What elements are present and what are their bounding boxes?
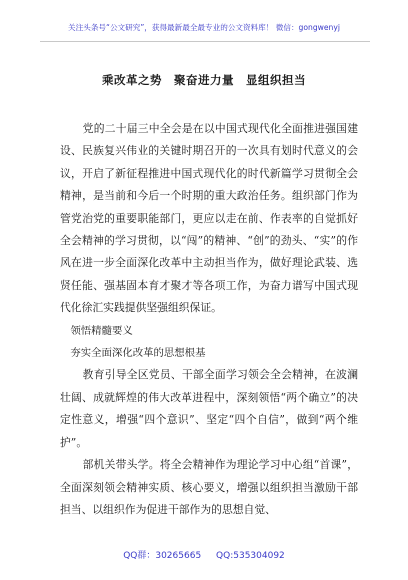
section-subheading: 夯实全面深化改革的思想根基 bbox=[70, 347, 206, 360]
qq-number-text: QQ:535304092 bbox=[216, 551, 285, 561]
header-divider bbox=[40, 41, 370, 42]
intro-paragraph: 党的二十届三中全会是在以中国式现代化全面推进强国建设、民族复兴伟业的关键时期召开的一次具有划时代意义的会议，开启了新征程推进中国式现代化的时代新篇学习贯彻全会精神，是当前和今后一个时期的重大政治任务。组织部门作为管党治党的重要职能部门，更应以走在前、作表率的自觉抓好全会精神的学习贯彻，以“闯”的精神、“创”的劲头、“实”的作风在进一步全面深化改革中主动担当作为，做好理论武装、选贤任能、强基固本育才聚才等各项工作，为奋力谱写中国式现代化徐汇实践提供坚强组织保证。 bbox=[60, 122, 358, 315]
qq-group-text: QQ群：30265665 bbox=[123, 551, 202, 561]
body-paragraph: 教育引导全区党员、干部全面学习领会全会精神，在波澜壮阔、成就辉煌的伟大改革进程中，深刻领悟“两个确立”的决定性意义，增强“四个意识”、坚定“四个自信”，做到“两个维护”。 bbox=[60, 368, 358, 449]
section-heading: 领悟精髓要义 bbox=[70, 324, 133, 337]
promo-header: 关注头条号“公文研究”，获得最新最全最专业的公文资料库！ 微信：gongwenyj bbox=[68, 23, 340, 32]
body-paragraph: 部机关带头学。将全会精神作为理论学习中心组“首课”，全面深刻领会精神实质、核心要义，增强以组织担当激励干部担当、以组织作为促进干部作为的思想自觉、 bbox=[60, 458, 358, 516]
document-body bbox=[60, 118, 358, 521]
document-title: 乘改革之势 聚奋进力量 显组织担当 bbox=[102, 73, 306, 87]
contact-footer bbox=[0, 548, 408, 561]
